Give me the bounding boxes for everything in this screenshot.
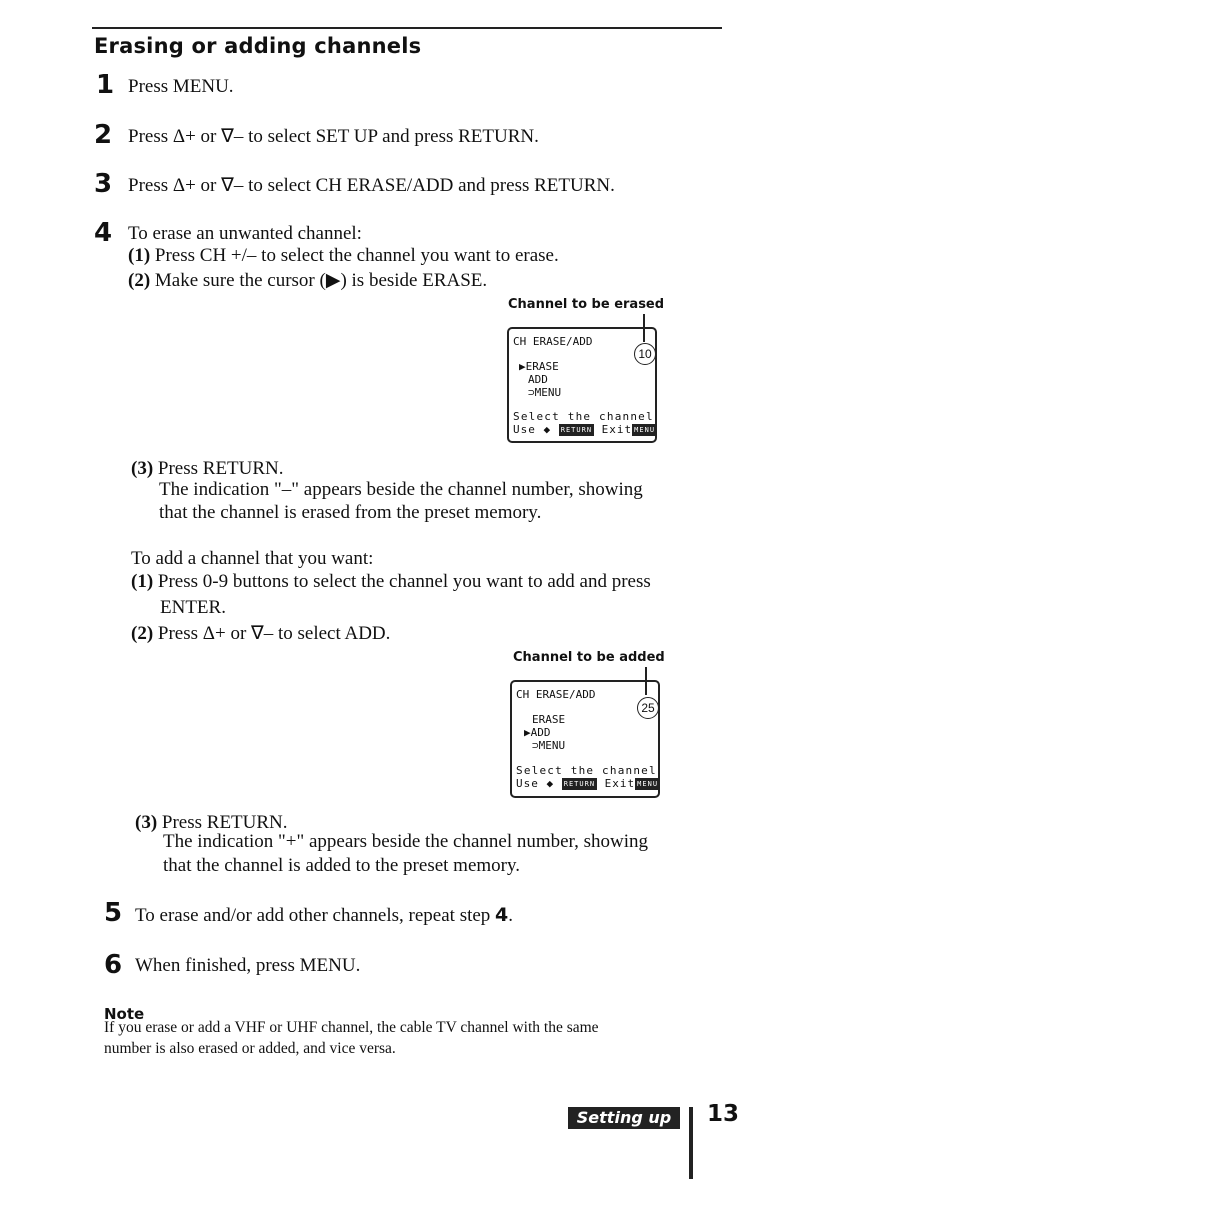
step-6-text: When finished, press MENU. [135, 955, 361, 976]
step-3-number: 3 [94, 169, 113, 199]
step-5-number: 5 [104, 898, 123, 928]
channel-number-badge: 25 [637, 697, 659, 719]
menu-button-icon: MENU [637, 780, 659, 788]
add-diagram-caption: Channel to be added [513, 650, 665, 665]
note-line-1: If you erase or add a VHF or UHF channel, the cable TV channel with the same [104, 1019, 599, 1036]
osd-option-erase: ▶ERASE [519, 360, 559, 373]
step-4-number: 4 [94, 218, 113, 248]
step-3-text: Press Δ+ or ∇– to select CH ERASE/ADD and press RETURN. [128, 175, 615, 196]
add-substep-3: (3) Press RETURN. [135, 812, 288, 833]
add-result-line-1: The indication "+" appears beside the channel number, showing [163, 831, 649, 852]
return-button-icon: RETURN [563, 780, 596, 788]
footer-divider [689, 1107, 693, 1179]
osd-help-line: Select the channel [516, 764, 657, 777]
osd-option-menu: ⊃MENU [532, 739, 566, 752]
add-result-line-2: that the channel is added to the preset memory. [163, 855, 521, 876]
osd-option-erase: ERASE [532, 713, 566, 726]
step-4-text: To erase an unwanted channel: [128, 223, 362, 244]
top-rule [92, 27, 722, 29]
osd-title: CH ERASE/ADD [516, 688, 596, 701]
note-line-2: number is also erased or added, and vice versa. [104, 1040, 396, 1057]
erase-osd-screen [507, 327, 657, 443]
section-title: Erasing or adding channels [94, 34, 422, 58]
caption-pointer-line [645, 667, 647, 695]
add-substep-2: (2) Press Δ+ or ∇– to select ADD. [131, 623, 391, 644]
erase-substep-2: (2) Make sure the cursor (▶) is beside ERASE. [128, 270, 488, 291]
step-6-number: 6 [104, 950, 123, 980]
step-1-number: 1 [96, 70, 115, 100]
add-substep-1: (1) Press 0-9 buttons to select the channel you want to add and press [131, 571, 651, 592]
erase-result-line-2: that the channel is erased from the preset memory. [159, 502, 542, 523]
osd-title: CH ERASE/ADD [513, 335, 593, 348]
erase-diagram-caption: Channel to be erased [508, 297, 665, 312]
note-heading: Note [104, 1005, 145, 1023]
erase-result-line-1: The indication "–" appears beside the channel number, showing [159, 479, 643, 500]
step-2-number: 2 [94, 120, 113, 150]
step-5-text: To erase and/or add other channels, repeat step 4. [135, 904, 514, 926]
menu-button-icon: MENU [634, 426, 656, 434]
osd-option-add: ADD [528, 373, 548, 386]
caption-pointer-line [643, 314, 645, 342]
osd-help-line: Select the channel [513, 410, 654, 423]
channel-number-badge: 10 [634, 343, 656, 365]
return-button-icon: RETURN [560, 426, 593, 434]
add-intro: To add a channel that you want: [131, 548, 374, 569]
osd-option-menu: ⊃MENU [528, 386, 562, 399]
erase-substep-1: (1) Press CH +/– to select the channel you want to erase. [128, 245, 559, 266]
osd-option-add: ▶ADD [524, 726, 551, 739]
add-osd-screen [510, 680, 660, 798]
add-substep-1-cont: ENTER. [160, 597, 226, 618]
osd-controls-line: Use ◆ RETURN Exit MENU [516, 777, 659, 790]
section-tab-label: Setting up [568, 1107, 680, 1129]
osd-controls-line: Use ◆ RETURN Exit MENU [513, 423, 656, 436]
step-2-text: Press Δ+ or ∇– to select SET UP and press RETURN. [128, 126, 539, 147]
step-1-text: Press MENU. [128, 76, 234, 97]
erase-substep-3: (3) Press RETURN. [131, 458, 284, 479]
page-number: 13 [707, 1101, 740, 1127]
